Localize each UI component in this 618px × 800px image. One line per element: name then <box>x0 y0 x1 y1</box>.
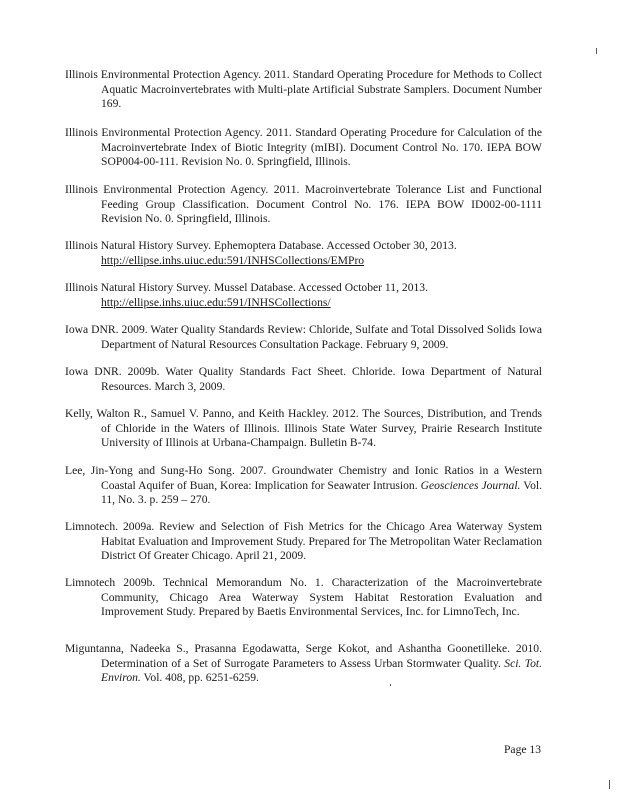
reference-text: Kelly, Walton R., Samuel V. Panno, and Keith Hackley. 2012. The Sources, Distribution, and Trends of Chloride in the Waters of Illinois. Illinois State Water Survey, Prairie Research Institute University of Illinois at Urbana-Champaign. Bulletin B-74. <box>65 407 542 450</box>
reference-text: Illinois Natural History Survey. Ephemoptera Database. Accessed October 30, 2013. <box>65 239 457 252</box>
reference-entry <box>65 281 542 310</box>
reference-entry <box>65 520 542 564</box>
reference-entry <box>65 183 542 227</box>
reference-entry <box>65 365 542 394</box>
reference-entry <box>65 642 542 686</box>
reference-text: Iowa DNR. 2009. Water Quality Standards Review: Chloride, Sulfate and Total Dissolved Solids Iowa Department of Natural Resources Consultation Package. February 9, 2009. <box>65 323 542 351</box>
reference-text: Limnotech 2009b. Technical Memorandum No. 1. Characterization of the Macroinvertebrate Community, Chicago Area Waterway System Habitat Restoration Evaluation and Improvement Study. Prepared by Baetis Environmental Services, Inc. for LimnoTech, Inc. <box>65 576 542 619</box>
reference-entry <box>65 239 542 268</box>
reference-text: Limnotech. 2009a. Review and Selection of Fish Metrics for the Chicago Area Waterway System Habitat Evaluation and Improvement Study. Prepared for The Metropolitan Water Reclamation District Of Greater Chicago. April 21, 2009. <box>65 520 542 563</box>
reference-entry <box>65 68 542 112</box>
reference-entry <box>65 126 542 170</box>
page-number: Page 13 <box>503 743 541 756</box>
reference-text: Illinois Natural History Survey. Mussel Database. Accessed October 11, 2013. <box>65 281 428 294</box>
scan-artifact <box>596 48 597 54</box>
reference-entry <box>65 576 542 620</box>
scan-artifact <box>390 684 391 686</box>
reference-text: Lee, Jin-Yong and Sung-Ho Song. 2007. Groundwater Chemistry and Ionic Ratios in a Western Coastal Aquifer of Buan, Korea: Implication for Seawater Intrusion. <box>65 464 542 492</box>
reference-text: Illinois Environmental Protection Agency. 2011. Macroinvertebrate Tolerance List and Functional Feeding Group Classification. Document Control No. 176. IEPA BOW ID002-00-1111 Revision No. 0. Springfield, Illinois. <box>65 183 542 226</box>
reference-entry <box>65 464 542 508</box>
reference-entry <box>65 323 542 352</box>
reference-text: Vol. 11, No. 3. p. 259 – 270. <box>101 478 543 507</box>
reference-text: Iowa DNR. 2009b. Water Quality Standards Fact Sheet. Chloride. Iowa Department of Natural Resources. March 3, 2009. <box>65 365 542 393</box>
scan-artifact <box>609 780 610 789</box>
reference-text: Illinois Environmental Protection Agency. 2011. Standard Operating Procedure for Calculation of the Macroinvertebrate Index of Biotic Integrity (mIBI). Document Control No. 170. IEPA BOW SOP004-00-111. Revision No. 0. Springfield, Illinois. <box>65 126 542 169</box>
reference-link[interactable]: http://ellipse.inhs.uiuc.edu:591/INHSCollections/EMPro <box>101 253 365 267</box>
reference-text: Vol. 408, pp. 6251-6259. <box>140 671 259 685</box>
reference-text: Illinois Environmental Protection Agency. 2011. Standard Operating Procedure for Methods to Collect Aquatic Macroinvertebrates with Multi-plate Artificial Substrate Samplers. Document Number 169. <box>65 68 542 111</box>
reference-link[interactable]: http://ellipse.inhs.uiuc.edu:591/INHSCollections/ <box>101 295 331 309</box>
journal-title: Sci. Tot. Environ. <box>101 656 543 685</box>
reference-entry <box>65 407 542 451</box>
reference-text: Miguntanna, Nadeeka S., Prasanna Egodawatta, Serge Kokot, and Ashantha Goonetilleke. 2010. Determination of a Set of Surrogate Parameters to Assess Urban Stormwater Quality. <box>65 642 542 670</box>
journal-title: Geosciences Journal. <box>420 478 521 492</box>
